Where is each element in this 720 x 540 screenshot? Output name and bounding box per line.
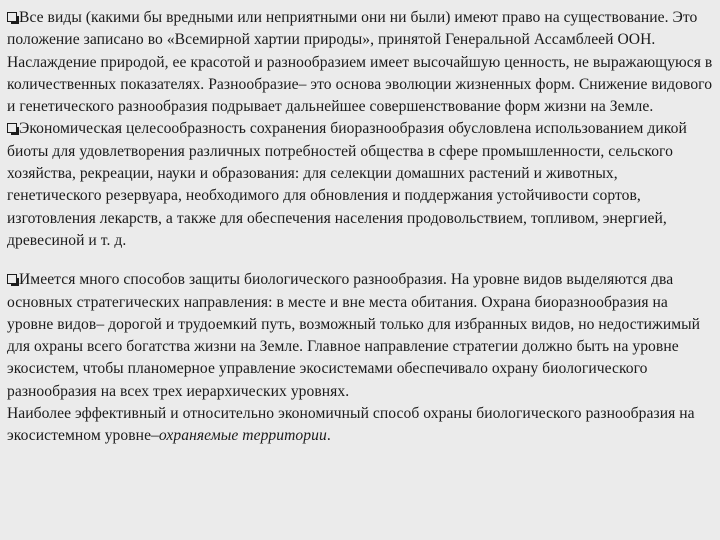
paragraph-text: Имеется много способов защиты биологического разнообразия. На уровне видов выделяются два основных стратегических направления: в месте и вне места обитания. Охрана биоразнообразия на уровне видов– дорогой и трудоемкий путь, возможный только для избранных видов, но недостижимый для охраны всего богатства жизни на Земле. Главное направление стратегии должно быть на уровне экосистем, чтобы планомерное управление экосистемами обеспечивало охрану биологического разнообразия на всех трех иерархических уровнях. [7,271,701,400]
checkbox-bullet-icon [7,274,17,284]
checkbox-bullet-icon [7,123,17,133]
paragraph-text-end: . [326,427,331,445]
paragraph-rights-of-species [7,7,714,118]
paragraph-text-lead: Наиболее эффективный и относительно экономичный способ охраны биологического разнообразия на экосистемном уровне– [7,405,695,445]
paragraph-protection-methods [7,269,714,447]
protected-areas-term: охраняемые территории [158,427,327,445]
checkbox-bullet-icon [7,12,17,22]
paragraph-text: Экономическая целесообразность сохранения биоразнообразия обусловлена использованием дикой биоты для удовлетворения различных потребностей общества в сфере промышленности, сельского хозяйства, рекреации, науки и образования: для селекции домашних растений и животных, генетического резервуара, необходимого для обновления и поддержания устойчивости сортов, изготовления лекарств, а также для обеспечения населения продовольствием, топливом, энергией, древесиной и т. д. [7,120,687,249]
paragraph-text: Все виды (какими бы вредными или неприятными они ни были) имеют право на существование. Это положение записано во «Всемирной хартии природы», принятой Генеральной Ассамблеей ООН. Наслаждение природой, ее красотой и разнообразием имеет высочайшую ценность, не выражающуюся в количественных показателях. Разнообразие– это основа эволюции жизненных форм. Снижение видового и генетического разнообразия подрывает дальнейшее совершенствование форм жизни на Земле. [7,9,713,116]
paragraph-economic-feasibility [7,118,714,252]
